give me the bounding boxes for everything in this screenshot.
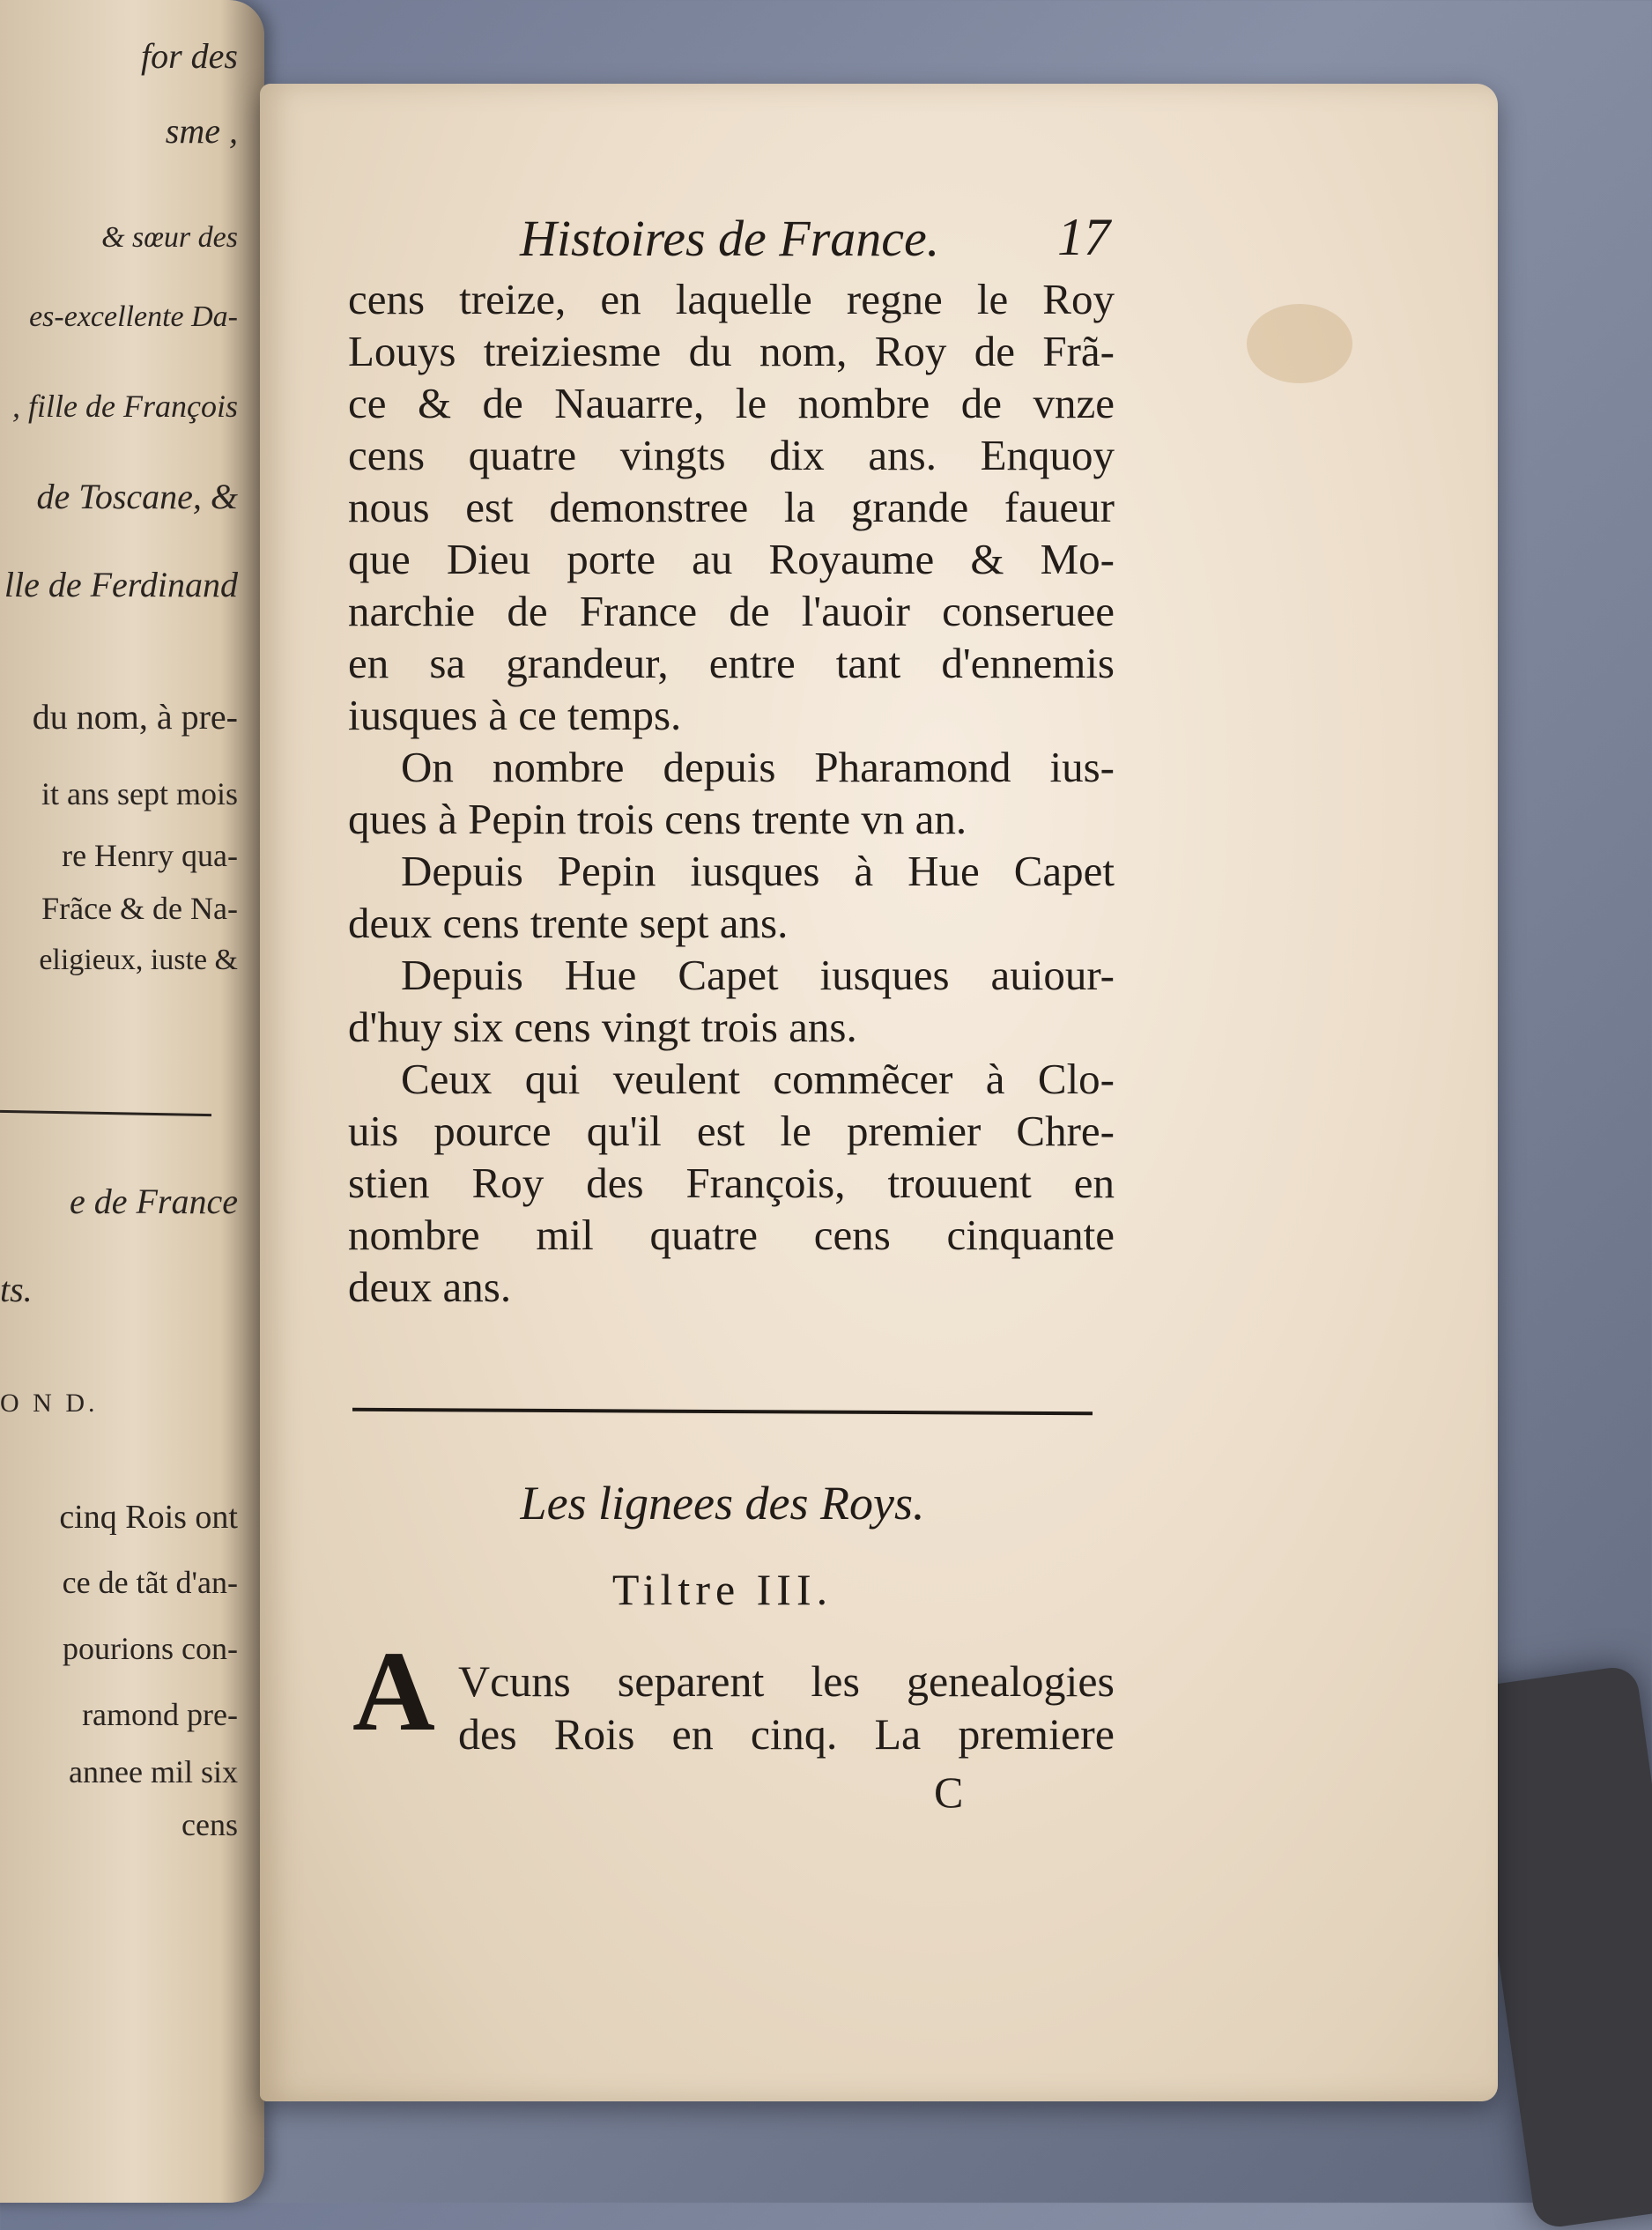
left-fragment: es-excellente Da- bbox=[29, 300, 238, 333]
text-line: des Rois en cinq. La premiere bbox=[458, 1709, 1115, 1759]
left-page-rule bbox=[0, 1110, 211, 1116]
text-line: iusques à ce temps. bbox=[348, 691, 682, 739]
left-fragment: pourions con- bbox=[63, 1631, 238, 1666]
left-fragment: cens bbox=[181, 1807, 238, 1842]
text-line: deux cens trente sept ans. bbox=[348, 899, 789, 947]
left-fragment: annee mil six bbox=[69, 1754, 238, 1789]
left-fragment: , fille de François bbox=[12, 389, 238, 424]
section-title: Les lignees des Roys. bbox=[520, 1477, 925, 1530]
text-line: nous est demonstree la grande faueur bbox=[348, 483, 1115, 531]
left-fragment: cinq Rois ont bbox=[59, 1499, 238, 1536]
left-fragment: eligieux, iuste & bbox=[39, 944, 238, 976]
left-fragment: ce de tãt d'an- bbox=[62, 1565, 238, 1600]
left-fragment: lle de Ferdinand bbox=[4, 565, 238, 604]
text-line: Vcuns separent les genealogies bbox=[458, 1656, 1115, 1706]
left-fragment: for des bbox=[141, 36, 238, 76]
body-text bbox=[348, 273, 1115, 1313]
left-fragment: & sœur des bbox=[101, 221, 238, 254]
paper-stain bbox=[1247, 304, 1352, 383]
section-number: Tiltre III. bbox=[611, 1565, 833, 1614]
text-line: Ceux qui veulent commẽcer à Clo- bbox=[401, 1055, 1115, 1103]
text-line: ques à Pepin trois cens trente vn an. bbox=[348, 795, 967, 843]
text-line: d'huy six cens vingt trois ans. bbox=[348, 1003, 857, 1051]
left-fragment: sme , bbox=[165, 111, 238, 151]
left-fragment: re Henry qua- bbox=[62, 838, 238, 873]
text-line: Louys treiziesme du nom, Roy de Frã- bbox=[348, 327, 1115, 375]
text-line: ce & de Nauarre, le nombre de vnze bbox=[348, 379, 1115, 427]
left-page bbox=[0, 0, 264, 2203]
text-line: deux ans. bbox=[348, 1263, 512, 1311]
opening-paragraph bbox=[458, 1655, 1115, 1760]
left-fragment: it ans sept mois bbox=[41, 776, 238, 811]
page-number: 17 bbox=[1057, 208, 1110, 266]
text-line: Depuis Hue Capet iusques auiour- bbox=[401, 951, 1115, 999]
running-title: Histoires de France. bbox=[520, 210, 940, 267]
text-line: stien Roy des François, trouuent en bbox=[348, 1159, 1115, 1207]
text-line: que Dieu porte au Royaume & Mo- bbox=[348, 535, 1115, 583]
left-fragment: Frãce & de Na- bbox=[41, 891, 238, 926]
text-line: en sa grandeur, entre tant d'ennemis bbox=[348, 639, 1115, 687]
text-line: nombre mil quatre cens cinquante bbox=[348, 1211, 1115, 1259]
text-line: On nombre depuis Pharamond ius- bbox=[401, 743, 1115, 791]
left-fragment: e de France bbox=[69, 1182, 238, 1221]
text-line: Depuis Pepin iusques à Hue Capet bbox=[401, 847, 1115, 895]
left-fragment: O N D. bbox=[0, 1389, 99, 1418]
left-fragment: ts. bbox=[0, 1270, 33, 1309]
left-fragment: ramond pre- bbox=[82, 1697, 238, 1732]
text-line: uis pource qu'il est le premier Chre- bbox=[348, 1107, 1115, 1155]
left-fragment: de Toscane, & bbox=[36, 477, 238, 516]
text-line: narchie de France de l'auoir conseruee bbox=[348, 587, 1115, 635]
drop-cap: A bbox=[352, 1628, 435, 1755]
text-line: cens quatre vingts dix ans. Enquoy bbox=[348, 431, 1115, 479]
text-line: cens treize, en laquelle regne le Roy bbox=[348, 275, 1115, 323]
left-fragment: du nom, à pre- bbox=[32, 697, 238, 737]
signature-mark: C bbox=[934, 1767, 964, 1817]
